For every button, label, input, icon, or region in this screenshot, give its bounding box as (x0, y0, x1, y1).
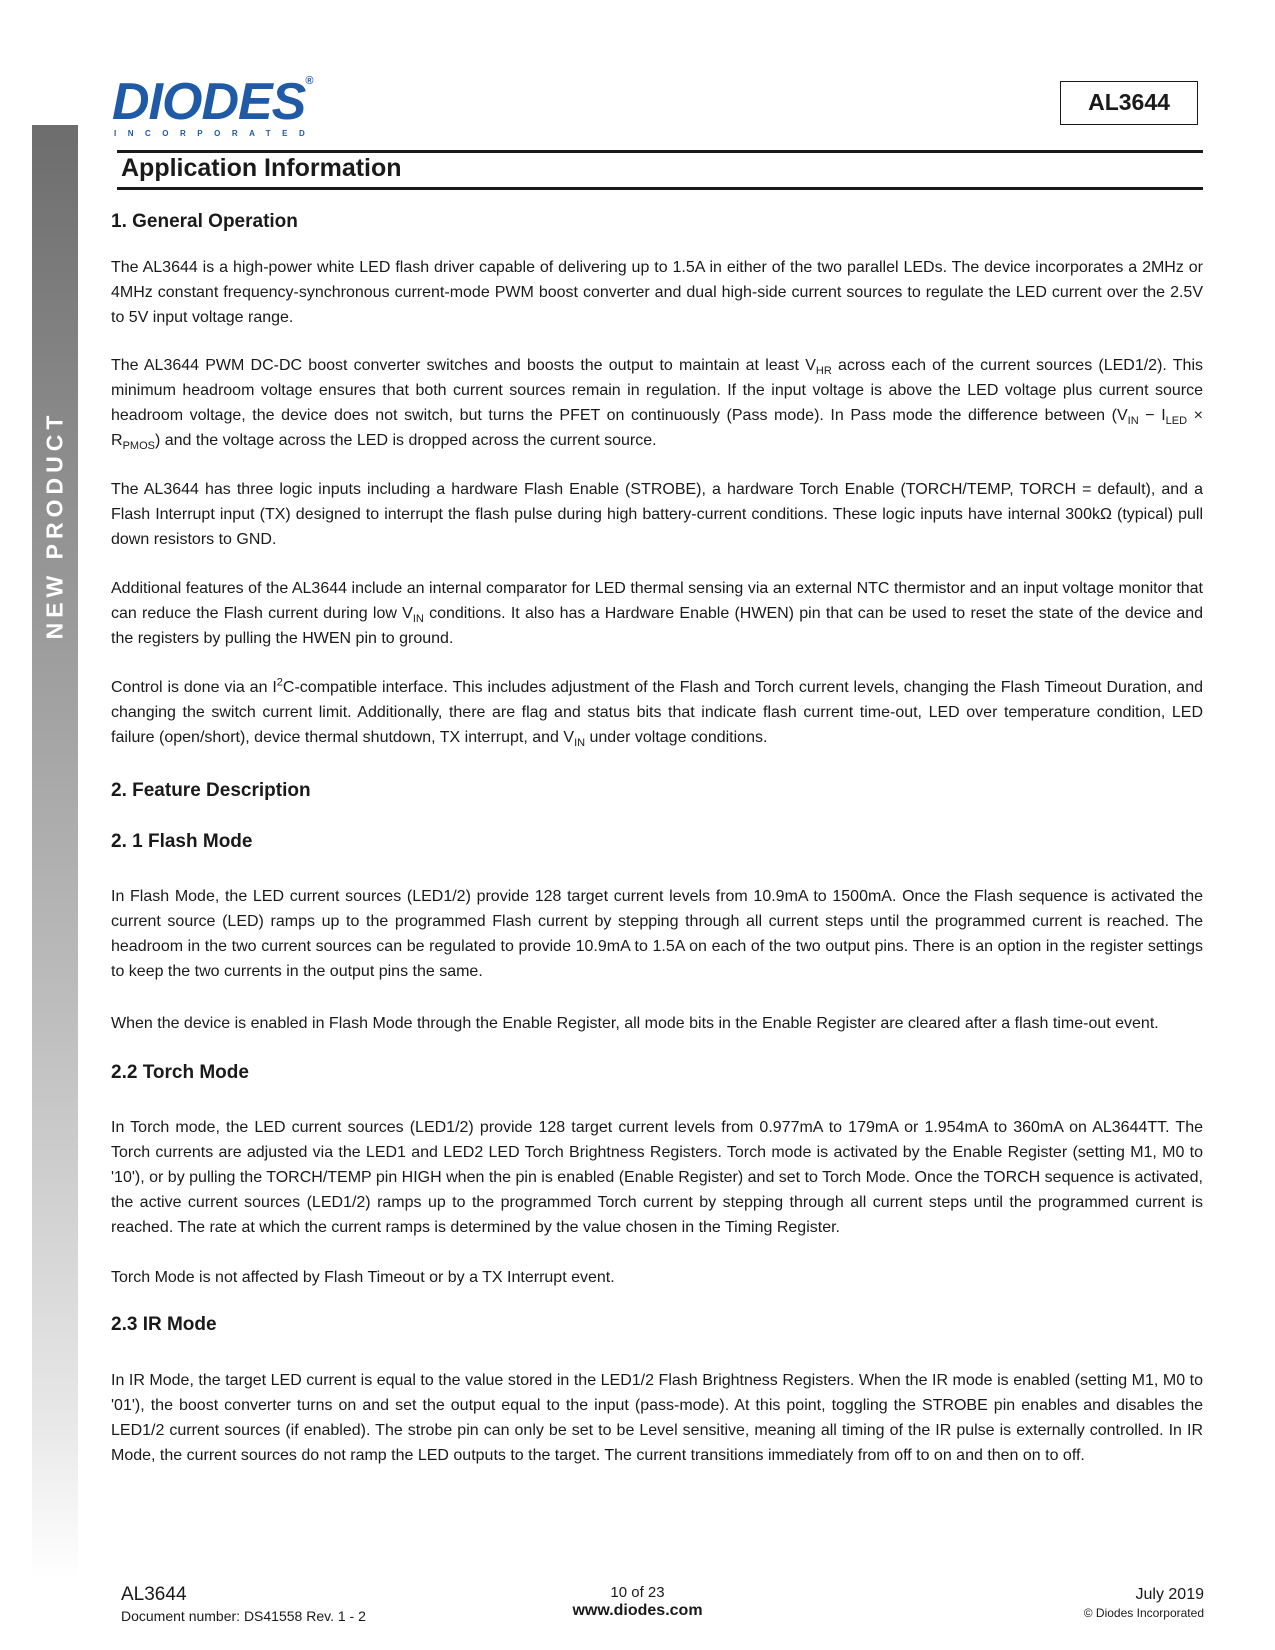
subscript-in: IN (412, 613, 424, 626)
p2-text-e: ) and the voltage across the LED is dropped across the current source. (154, 432, 657, 449)
paragraph-torch-2: Torch Mode is not affected by Flash Timeout or by a TX Interrupt event. (111, 1269, 615, 1286)
paragraph-flash-2: When the device is enabled in Flash Mode through the Enable Register, all mode bits in the Enable Register are cleared after a flash time-out event. (111, 1015, 1159, 1032)
heading-flash-mode: 2. 1 Flash Mode (111, 831, 253, 852)
footer-website-link[interactable]: www.diodes.com (572, 1602, 703, 1619)
paragraph-torch-1: In Torch mode, the LED current sources (LED1/2) provide 128 target current levels from 0.977mA to 179mA or 1.954mA to 360mA on AL3644TT. The Torch currents are adjusted via the LED1 and LED2 LED Torch Brightness Registers. Torch mode is activated by the Enable Register (setting M1, M0 to '10'), or by pulling the TORCH/TEMP pin HIGH when the pin is enabled (Enable Register) and set to Torch Mode. Once the TORCH sequence is activated, the active current sources (LED1/2) ramps up to the programmed Torch current by stepping through all current steps until the programmed current is reached. The rate at which the current ramps is determined by the value chosen in the Timing Register. (111, 1119, 1203, 1236)
paragraph-ir-1: In IR Mode, the target LED current is equal to the value stored in the LED1/2 Flash Brightness Registers. When the IR mode is enabled (setting M1, M0 to '01'), the boost converter turns on and set the output equal to the input (pass-mode). At this point, toggling the STROBE pin enables and disables the LED1/2 current sources (if enabled). The strobe pin can only be set to be Level sensitive, meaning all timing of the IR pulse is externally controlled. In IR Mode, the current sources do not ramp the LED outputs to the target. The current transitions immediately from off to on and then on to off. (111, 1372, 1203, 1464)
paragraph-general-1: The AL3644 is a high-power white LED flash driver capable of delivering up to 1.5A in either of the two parallel LEDs. The device incorporates a 2MHz or 4MHz constant frequency-synchronous current-mode PWM boost converter and dual high-side current sources to regulate the LED current over the 2.5V to 5V input voltage range. (111, 259, 1203, 326)
p5-text-a: Control is done via an I (111, 679, 277, 696)
logo-wordmark-text: DIODES (112, 73, 306, 131)
paragraph-general-4 (111, 576, 1203, 651)
paragraph-flash-1: In Flash Mode, the LED current sources (LED1/2) provide 128 target current levels from 10.9mA to 1500mA. Once the Flash sequence is activated the current source (LED) ramps up to the programmed Flash current by stepping through all current steps until the programmed current is reached. The headroom in the two current sources can be regulated to provide 10.9mA to 1.5A on each of the two output pins. There is an option in the register settings to keep the two currents in the output pins the same. (111, 888, 1203, 980)
footer-part-number: AL3644 (121, 1584, 187, 1605)
subscript-in: IN (574, 737, 586, 750)
subscript-hr: HR (815, 365, 832, 378)
subscript-in: IN (1127, 415, 1139, 428)
footer-copyright: © Diodes Incorporated (1083, 1606, 1204, 1620)
footer-page-number: 10 of 23 (610, 1584, 665, 1601)
new-product-label: NEW PRODUCT (41, 410, 68, 640)
title-rule-bottom (117, 187, 1203, 190)
diodes-logo (112, 73, 340, 140)
superscript-2: 2 (276, 676, 283, 689)
subscript-led: LED (1165, 415, 1188, 428)
p2-text-a: The AL3644 PWM DC-DC boost converter switches and boosts the output to maintain at least V (111, 357, 816, 374)
logo-registered-mark: ® (305, 75, 313, 87)
paragraph-general-3: The AL3644 has three logic inputs including a hardware Flash Enable (STROBE), a hardware Torch Enable (TORCH/TEMP, TORCH = default), and a Flash Interrupt input (TX) designed to interrupt the flash pulse during high battery-current conditions. These logic inputs have internal 300kΩ (typical) pull down resistors to GND. (111, 481, 1203, 548)
footer-document-number: Document number: DS41558 Rev. 1 - 2 (121, 1608, 366, 1624)
p2-text-c: − I (1138, 407, 1166, 424)
p5-text-b: C-compatible interface. This includes adjustment of the Flash and Torch current levels, changing the Flash Timeout Duration, and changing the switch current limit. Additionally, there are flag and status bits that indicate flash current time-out, LED over temperature condition, LED failure (open/short), device thermal shutdown, TX interrupt, and V (111, 679, 1203, 746)
p4-text-a: Additional features of the AL3644 include an internal comparator for LED thermal sensing via an external NTC thermistor and an input voltage monitor that can reduce the Flash current during low V (111, 580, 1203, 622)
paragraph-general-2 (111, 353, 1203, 453)
p5-text-c: under voltage conditions. (585, 729, 768, 746)
heading-general-operation: 1. General Operation (111, 211, 298, 232)
p2-text-b: across each of the current sources (LED1/2). This minimum headroom voltage ensures that both current sources remain in regulation. If the input voltage is above the LED voltage plus current source headroom voltage, the device does not switch, but turns the PFET on continuously (Pass mode). In Pass mode the difference between (V (111, 357, 1203, 424)
title-rule-top (117, 150, 1203, 153)
p4-text-b: conditions. It also has a Hardware Enable (HWEN) pin that can be used to reset the state of the device and the registers by pulling the HWEN pin to ground. (111, 605, 1204, 647)
page-title: Application Information (121, 154, 402, 182)
p2-text-d: × R (111, 407, 1203, 449)
logo-wordmark (112, 73, 313, 131)
footer-date: July 2019 (1135, 1586, 1204, 1603)
heading-torch-mode: 2.2 Torch Mode (111, 1062, 249, 1083)
heading-ir-mode: 2.3 IR Mode (111, 1314, 217, 1335)
paragraph-general-5 (111, 675, 1203, 750)
side-bar (32, 125, 78, 1580)
subscript-pmos: PMOS (122, 440, 155, 453)
logo-subtitle: INCORPORATED (114, 129, 317, 138)
heading-feature-description: 2. Feature Description (111, 780, 311, 801)
footer-right (1084, 1586, 1204, 1620)
part-number-box: AL3644 (1060, 81, 1198, 125)
